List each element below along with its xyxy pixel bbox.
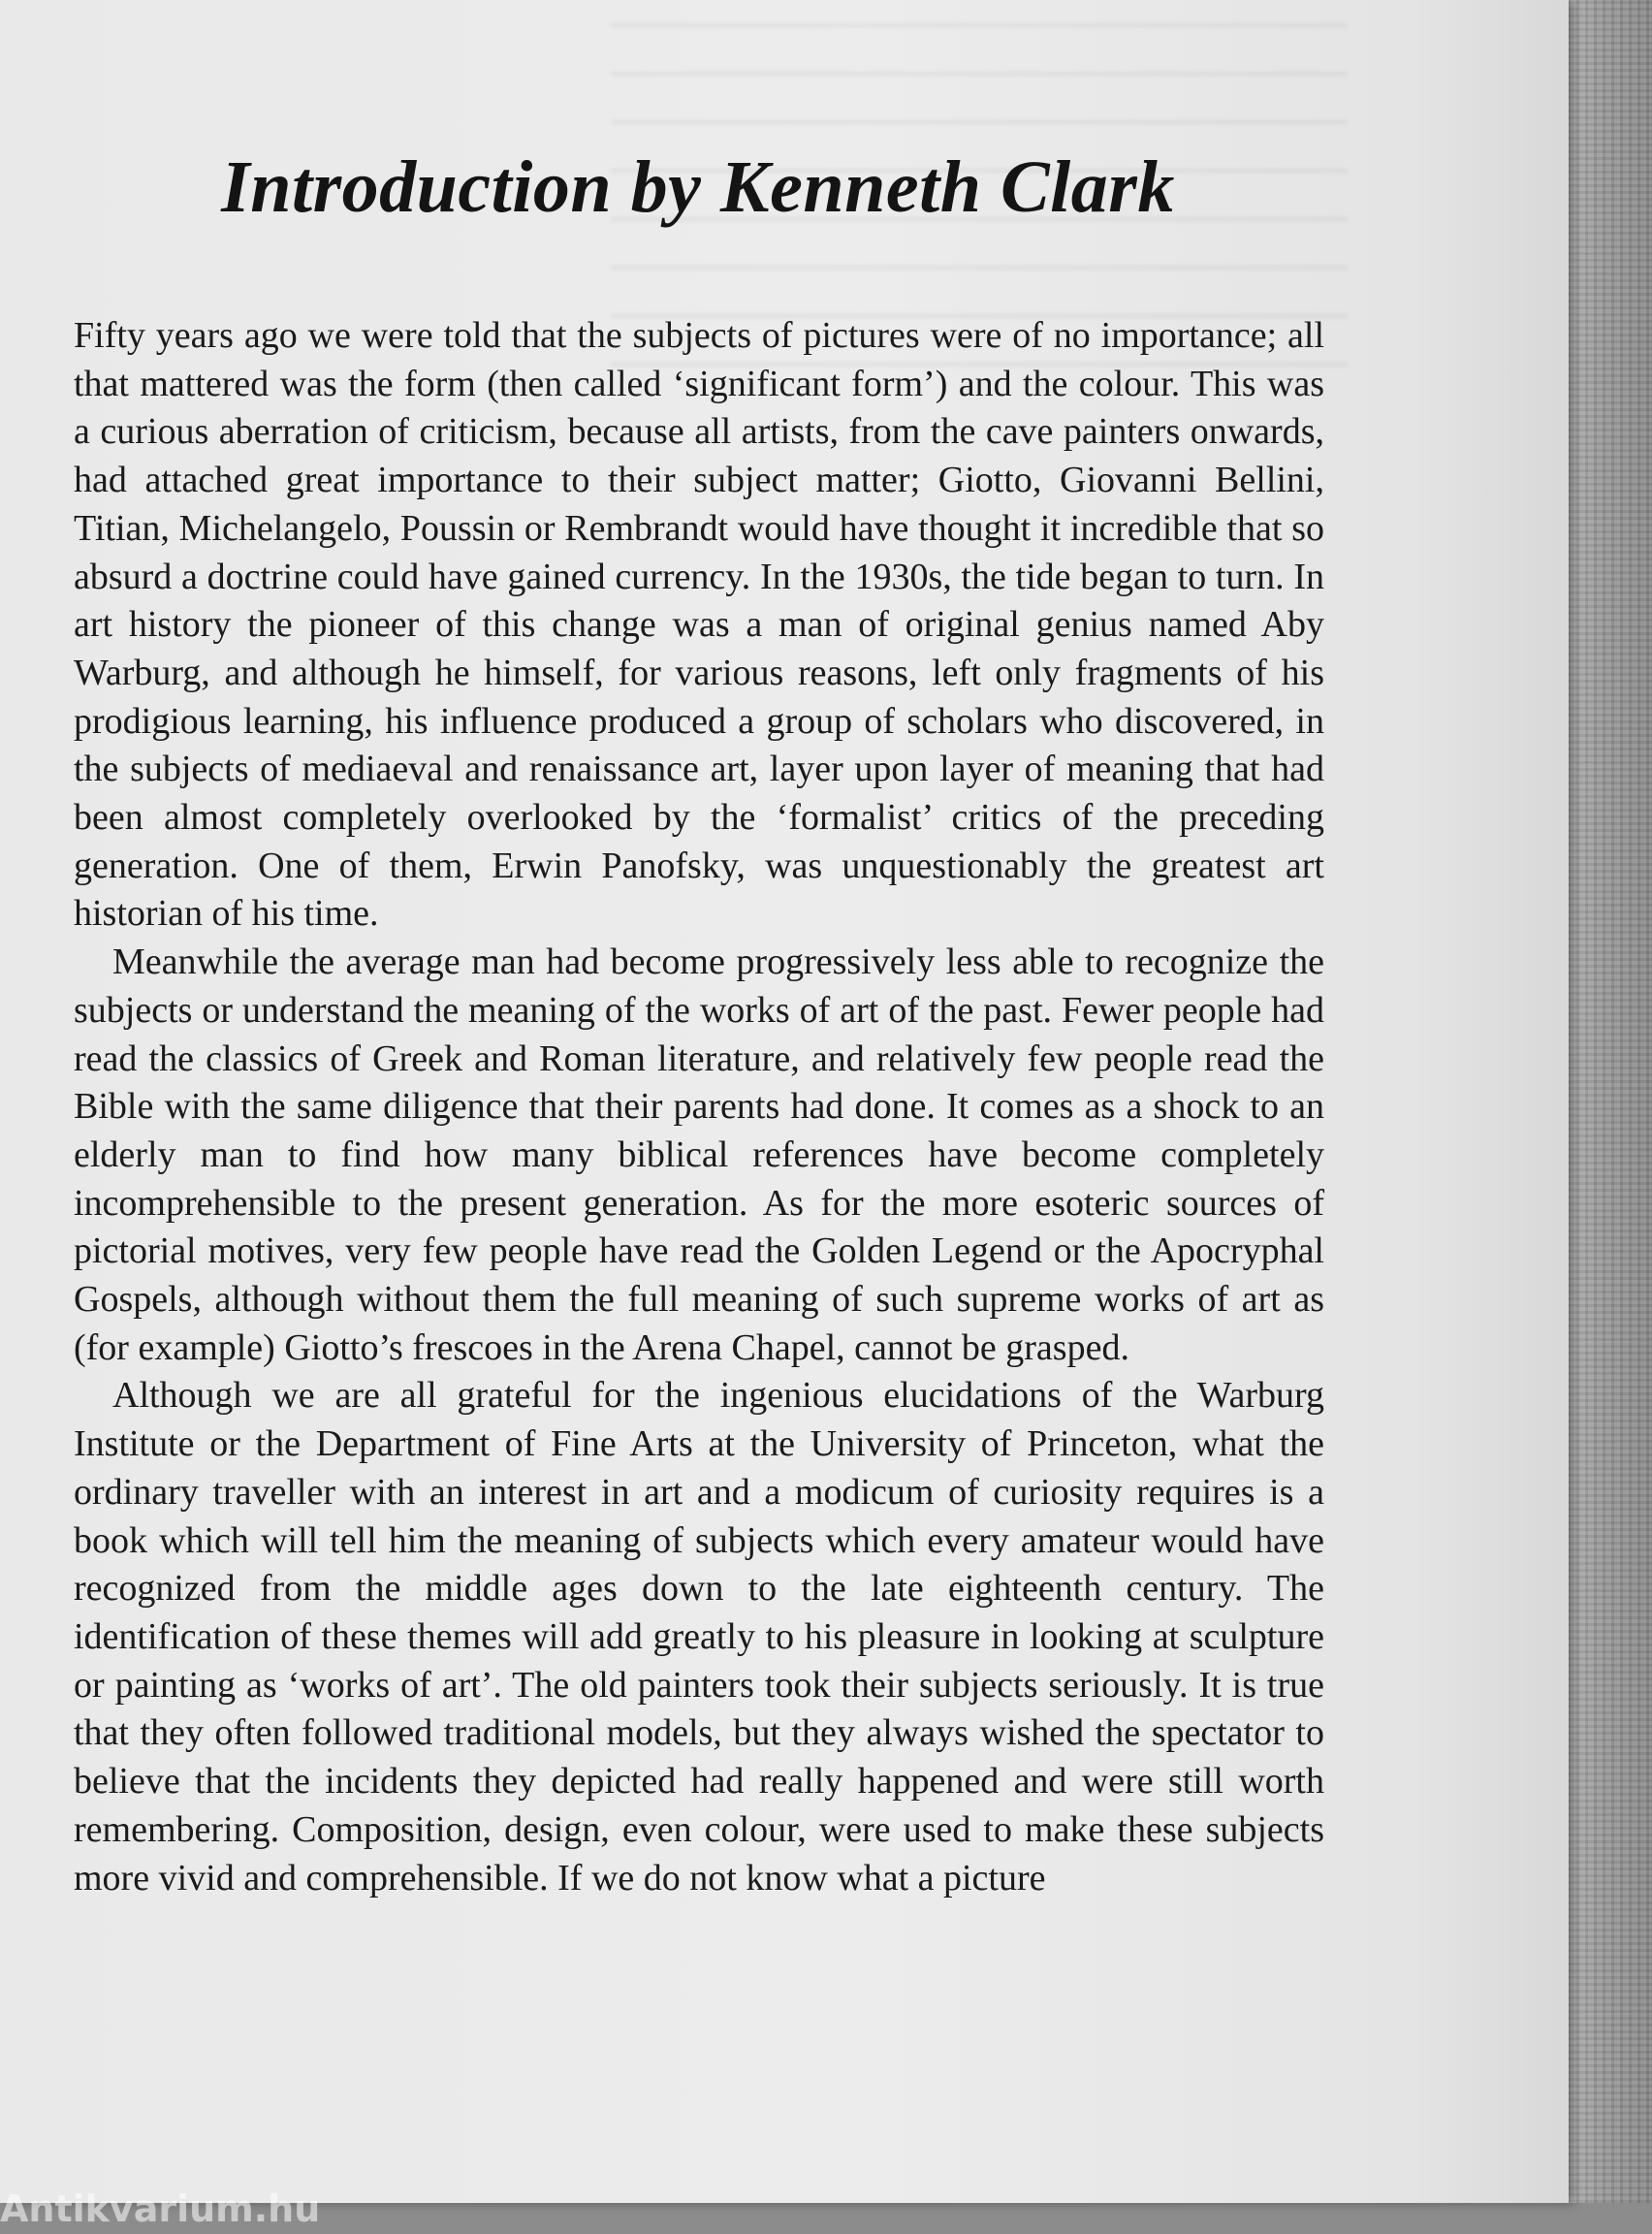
watermark: Antikvarium.hu — [0, 2187, 321, 2230]
body-text — [74, 312, 1324, 1902]
page-title: Introduction by Kenneth Clark — [221, 146, 1175, 228]
paragraph-2: Meanwhile the average man had become progressively less able to recognize the subjects or understand the meaning of the works of art of the past. Fewer people had read the classics of Greek and Roman literature, and relatively few people read the Bible with the same diligence that their parents had done. It comes as a shock to an elderly man to find how many biblical references have become completely incomprehensible to the present generation. As for the more esoteric sources of pictorial motives, very few people have read the Golden Legend or the Apocryphal Gospels, although without them the full meaning of such supreme works of art as (for example) Giotto’s frescoes in the Arena Chapel, cannot be grasped. — [74, 941, 1324, 1368]
book-edge — [1566, 0, 1652, 2203]
paragraph-3: Although we are all grateful for the ingenious elucidations of the Warburg Institute or the Department of Fine Arts at the University of Princeton, what the ordinary traveller with an interest in art and a modicum of curiosity requires is a book which will tell him the meaning of subjects which every amateur would have recognized from the middle ages down to the late eighteenth century. The identification of these themes will add greatly to his pleasure in looking at sculpture or painting as ‘works of art’. The old painters took their subjects seriously. It is true that they often followed traditional models, but they always wished the spectator to believe that the incidents they depicted had really happened and were still worth remembering. Composition, design, even colour, were used to make these subjects more vivid and comprehensible. If we do not know what a picture — [74, 1375, 1324, 1899]
paragraph-1: Fifty years ago we were told that the subjects of pictures were of no importance; all that mattered was the form (then called ‘significant form’) and the colour. This was a curious aberration of criticism, because all artists, from the cave painters onwards, had attached great importance to their subject matter; Giotto, Giovanni Bellini, Titian, Michelangelo, Poussin or Rembrandt would have thought it incredible that so absurd a doctrine could have gained currency. In the 1930s, the tide began to turn. In art history the pioneer of this change was a man of original genius named Aby Warburg, and although he himself, for various reasons, left only fragments of his prodigious learning, his influence produced a group of scholars who discovered, in the subjects of mediaeval and renaissance art, layer upon layer of meaning that had been almost completely overlooked by the ‘formalist’ critics of the preceding generation. One of them, Erwin Panofsky, was unquestionably the greatest art historian of his time. — [74, 315, 1324, 935]
